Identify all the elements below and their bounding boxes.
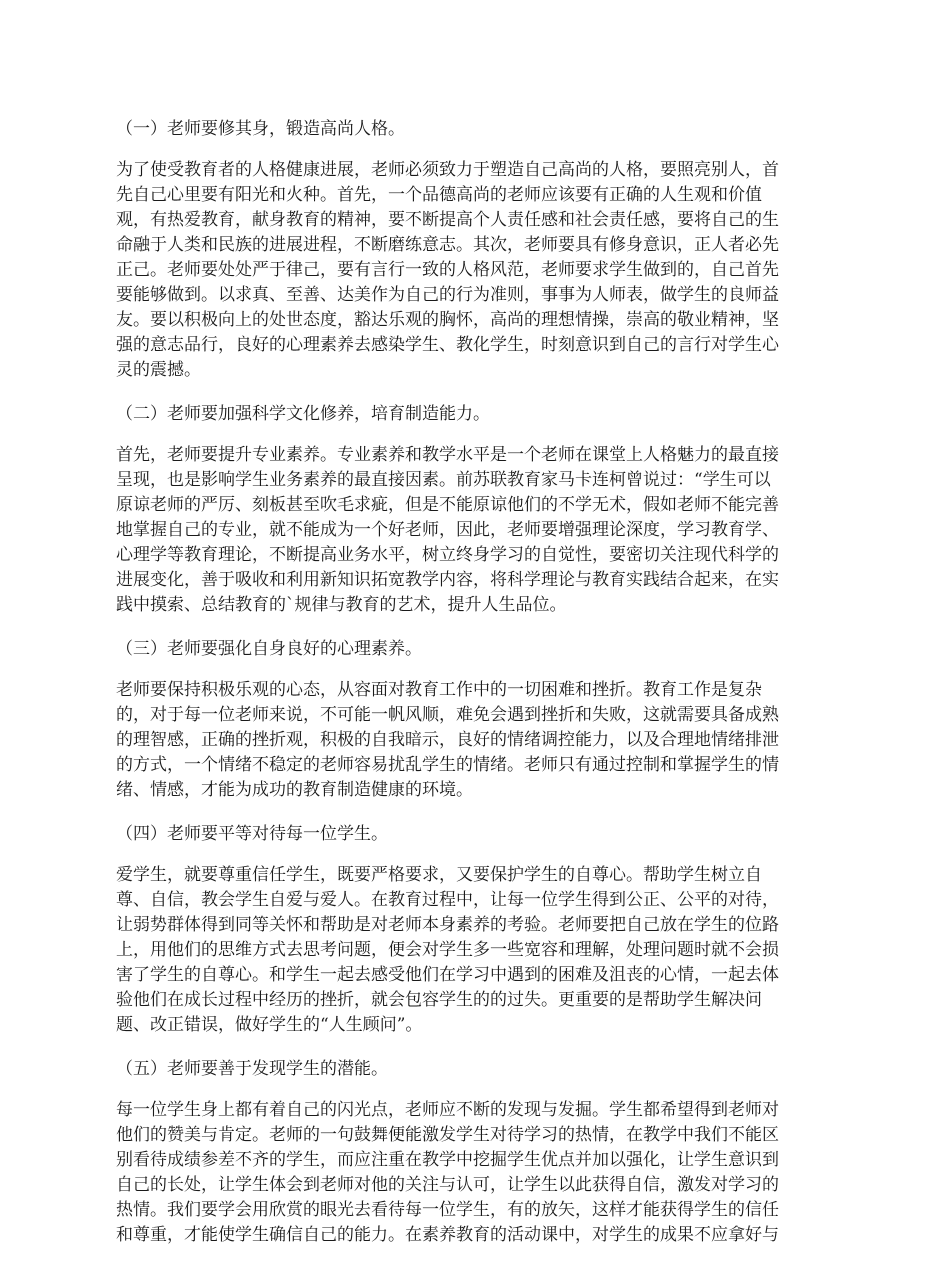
paragraph-line: 地掌握自己的专业，就不能成为一个好老师，因此，老师要增强理论深度，学习教育学、 (116, 520, 779, 540)
section-3 (116, 634, 836, 803)
paragraph-line: 要能够做到。以求真、至善、达美作为自己的行为准则，事事为人师表，做学生的良师益 (116, 285, 779, 305)
section-1 (116, 114, 836, 383)
paragraph-line: 验他们在成长过程中经历的挫折，就会包容学生的的过失。更重要的是帮助学生解决问 (116, 990, 762, 1010)
paragraph-line: 正己。老师要处处严于律己，要有言行一致的人格风范，老师要求学生做到的，自己首先 (116, 260, 779, 280)
paragraph-line: 热情。我们要学会用欣赏的眼光去看待每一位学生，有的放矢，这样才能获得学生的信任 (116, 1200, 779, 1220)
paragraph-line: 命融于人类和民族的进展进程，不断磨练意志。其次，老师要具有修身意识，正人者必先 (116, 235, 779, 255)
paragraph-line: 他们的赞美与肯定。老师的一句鼓舞便能激发学生对待学习的热情，在教学中我们不能区 (116, 1125, 779, 1145)
paragraph-line: 为了使受教育者的人格健康进展，老师必须致力于塑造自己高尚的人格，要照亮别人，首 (116, 160, 779, 180)
paragraph-line: 原谅老师的严厉、刻板甚至吹毛求疵，但是不能原谅他们的不学无术，假如老师不能完善 (116, 495, 779, 515)
paragraph-line: 心理学等教育理论，不断提高业务水平，树立终身学习的自觉性，要密切关注现代科学的 (116, 545, 779, 565)
section-paragraph (116, 1098, 836, 1248)
section-paragraph (116, 863, 836, 1038)
paragraph-line: 友。要以积极向上的处世态度，豁达乐观的胸怀，高尚的理想情操，崇高的敬业精神，坚 (116, 310, 779, 330)
section-paragraph (116, 443, 836, 618)
paragraph-line: 的方式，一个情绪不稳定的老师容易扰乱学生的情绪。老师只有通过控制和掌握学生的情 (116, 755, 779, 775)
paragraph-line: 强的意志品行，良好的心理素养去感染学生、教化学生，时刻意识到自己的言行对学生心 (116, 335, 779, 355)
section-5 (116, 1054, 836, 1248)
paragraph-line: 灵的震撼。 (116, 360, 201, 380)
paragraph-line: 每一位学生身上都有着自己的闪光点，老师应不断的发现与发掘。学生都希望得到老师对 (116, 1100, 779, 1120)
paragraph-line: 老师要保持积极乐观的心态，从容面对教育工作中的一切困难和挫折。教育工作是复杂 (116, 680, 762, 700)
paragraph-line: 呈现，也是影响学生业务素养的最直接因素。前苏联教育家马卡连柯曾说过：“学生可以 (116, 470, 771, 490)
section-2 (116, 399, 836, 618)
paragraph-line: 的理智感，正确的挫折观，积极的自我暗示，良好的情绪调控能力，以及合理地情绪排泄 (116, 730, 779, 750)
section-heading: （五）老师要善于发现学生的潜能。 (116, 1059, 388, 1079)
paragraph-line: 首先，老师要提升专业素养。专业素养和教学水平是一个老师在课堂上人格魅力的最直接 (116, 445, 779, 465)
paragraph-line: 害了学生的自尊心。和学生一起去感受他们在学习中遇到的困难及沮丧的心情，一起去体 (116, 965, 779, 985)
paragraph-line: 爱学生，就要尊重信任学生，既要严格要求，又要保护学生的自尊心。帮助学生树立自 (116, 865, 762, 885)
paragraph-line: 题、改正错误，做好学生的“人生顾问”。 (116, 1015, 423, 1035)
section-heading: （四）老师要平等对待每一位学生。 (116, 824, 388, 844)
paragraph-line: 别看待成绩参差不齐的学生，而应注重在教学中挖掘学生优点并加以强化，让学生意识到 (116, 1150, 779, 1170)
section-heading: （二）老师要加强科学文化修养，培育制造能力。 (116, 404, 490, 424)
paragraph-line: 观，有热爱教育，献身教育的精神，要不断提高个人责任感和社会责任感，要将自己的生 (116, 210, 779, 230)
paragraph-line: 进展变化，善于吸收和利用新知识拓宽教学内容，将科学理论与教育实践结合起来，在实 (116, 570, 779, 590)
paragraph-line: 自己的长处，让学生体会到老师对他的关注与认可，让学生以此获得自信，激发对学习的 (116, 1175, 779, 1195)
section-4 (116, 819, 836, 1038)
paragraph-line: 尊、自信，教会学生自爱与爱人。在教育过程中，让每一位学生得到公正、公平的对待， (116, 890, 779, 910)
paragraph-line: 上，用他们的思维方式去思考问题，便会对学生多一些宽容和理解，处理问题时就不会损 (116, 940, 779, 960)
section-paragraph (116, 678, 836, 803)
paragraph-line: 绪、情感，才能为成功的教育制造健康的环境。 (116, 780, 473, 800)
document-page (116, 114, 836, 1264)
paragraph-line: 让弱势群体得到同等关怀和帮助是对老师本身素养的考验。老师要把自己放在学生的位路 (116, 915, 779, 935)
paragraph-line: 践中摸索、总结教育的`规律与教育的艺术，提升人生品位。 (116, 595, 567, 615)
paragraph-line: 的，对于每一位老师来说，不可能一帆风顺，难免会遇到挫折和失败，这就需要具备成熟 (116, 705, 779, 725)
section-heading: （一）老师要修其身，锻造高尚人格。 (116, 119, 405, 139)
paragraph-line: 先自己心里要有阳光和火种。首先，一个品德高尚的老师应该要有正确的人生观和价值 (116, 185, 762, 205)
section-paragraph (116, 158, 836, 383)
section-heading: （三）老师要强化自身良好的心理素养。 (116, 639, 422, 659)
paragraph-line: 和尊重，才能使学生确信自己的能力。在素养教育的活动课中，对学生的成果不应拿好与 (116, 1225, 779, 1245)
